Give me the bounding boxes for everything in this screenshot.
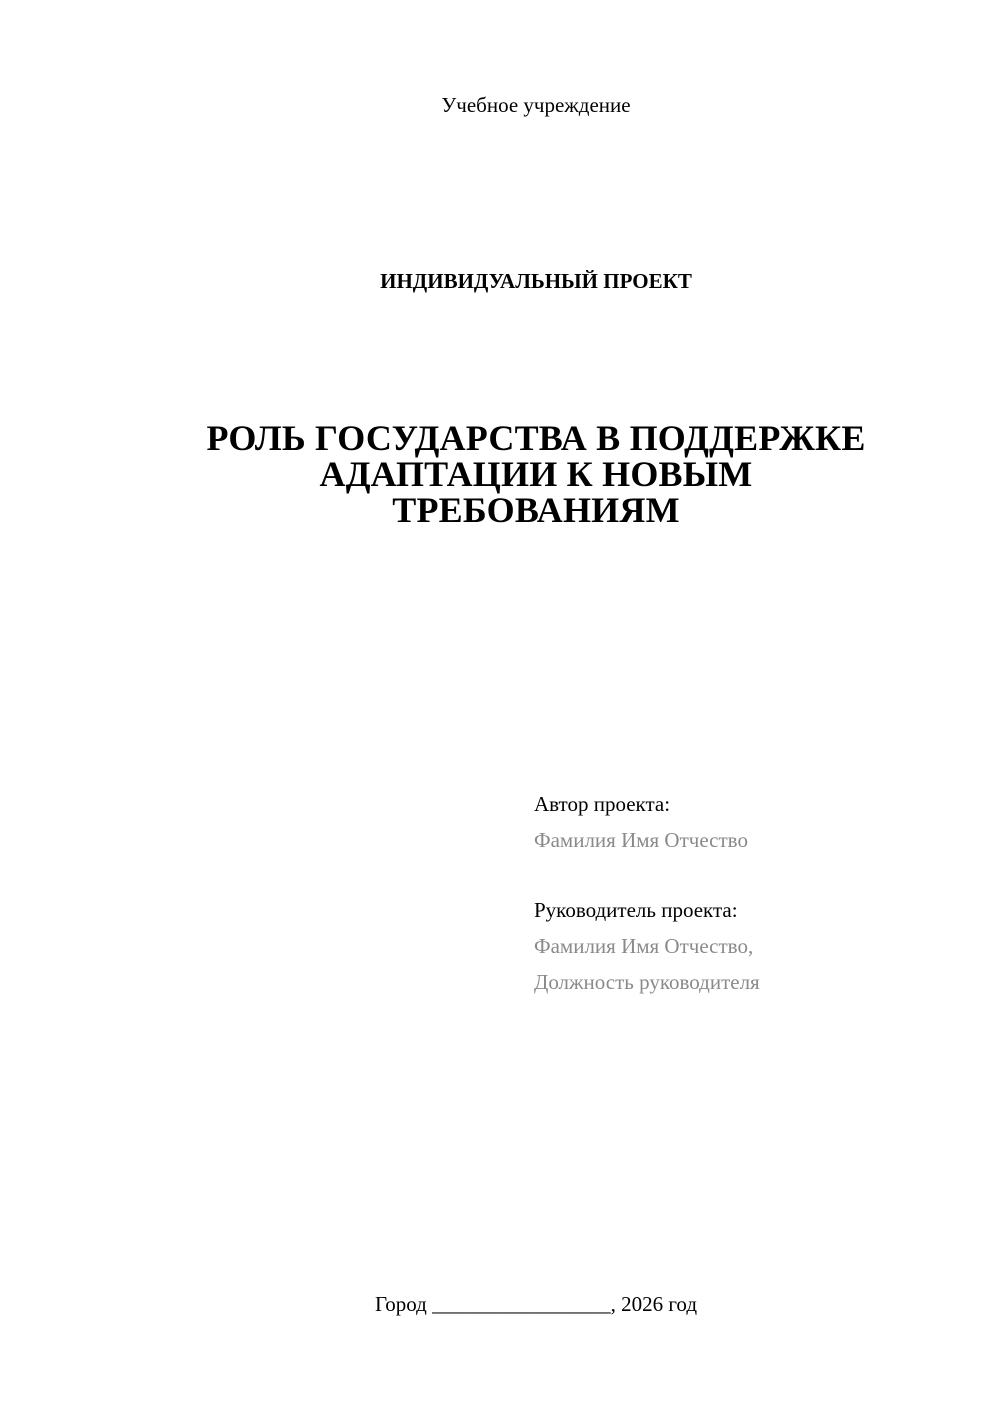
supervisor-position: Должность руководителя — [534, 970, 760, 994]
supervisor-label: Руководитель проекта: — [534, 898, 738, 922]
project-title-line-2: АДАПТАЦИИ К НОВЫМ — [319, 454, 753, 494]
author-name: Фамилия Имя Отчество — [534, 828, 748, 852]
project-type-heading: ИНДИВИДУАЛЬНЫЙ ПРОЕКТ — [380, 269, 692, 293]
project-title — [180, 420, 892, 528]
institution-name: Учебное учреждение — [441, 93, 631, 117]
credits-spacer — [534, 858, 974, 892]
author-label: Автор проекта: — [534, 792, 671, 816]
project-title-line-1: РОЛЬ ГОСУДАРСТВА В ПОДДЕРЖКЕ — [206, 418, 866, 458]
year-text: , 2026 год — [610, 1292, 698, 1316]
project-title-line-3: ТРЕБОВАНИЯМ — [392, 490, 680, 530]
city-blank: _________________ — [432, 1292, 611, 1316]
city-year-line — [0, 1288, 1000, 1320]
supervisor-name: Фамилия Имя Отчество, — [534, 934, 754, 958]
credits-block — [534, 786, 974, 1000]
city-label: Город — [374, 1292, 427, 1316]
